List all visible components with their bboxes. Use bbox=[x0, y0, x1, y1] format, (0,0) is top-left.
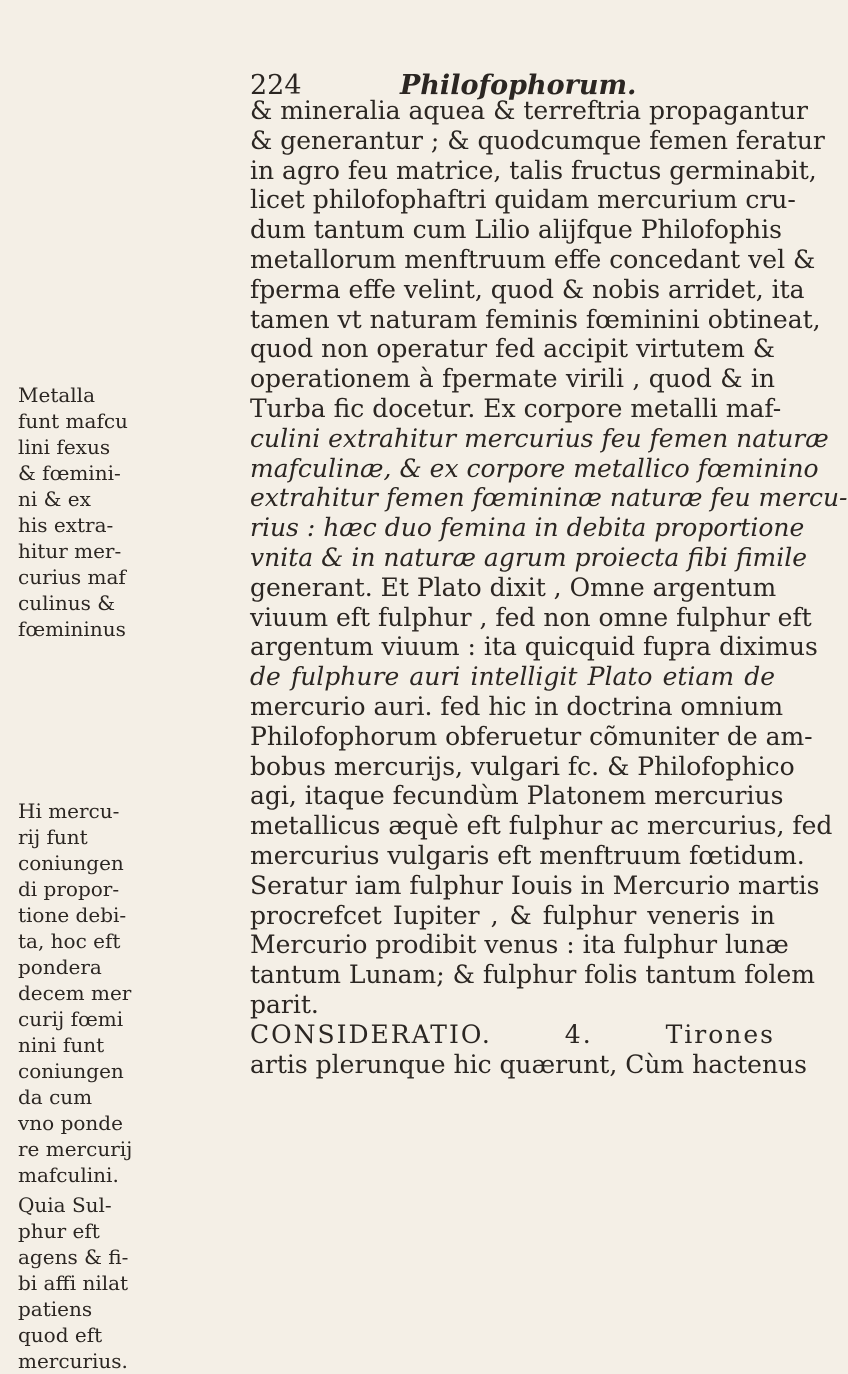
text-line: procrefcet Iupiter , & fulphur veneris in bbox=[250, 900, 775, 930]
margin-line: Hi mercu- bbox=[18, 799, 120, 823]
text-line: Philofophorum obferuetur cõmuniter de am- bbox=[250, 721, 813, 751]
margin-line: & fœmini- bbox=[18, 461, 121, 485]
text-line: vnita & in naturæ agrum proiecta fibi fimile bbox=[250, 542, 808, 572]
margin-line: funt mafcu bbox=[18, 409, 128, 433]
page-number: 224 bbox=[250, 70, 302, 101]
margin-line: Metalla bbox=[18, 383, 95, 407]
margin-line: decem mer bbox=[18, 981, 132, 1005]
margin-line: tione debi- bbox=[18, 903, 127, 927]
margin-line: coniungen bbox=[18, 1059, 124, 1083]
text-line: Mercurio prodibit venus : ita fulphur lunæ bbox=[250, 930, 789, 960]
margin-line: phur eft bbox=[18, 1219, 100, 1243]
margin-line: culinus & bbox=[18, 591, 116, 615]
text-line: parit. bbox=[250, 989, 319, 1019]
margin-line: ta, hoc eft bbox=[18, 929, 121, 953]
margin-line: curius maf bbox=[18, 565, 126, 589]
text-line: Seratur iam fulphur Iouis in Mercurio martis bbox=[250, 870, 820, 900]
text-line: & mineralia aquea & terreftria propagantur bbox=[250, 96, 809, 125]
margin-line: da cum bbox=[18, 1085, 93, 1109]
running-title: Philofophorum. bbox=[400, 70, 637, 101]
text-line: Turba fic docetur. Ex corpore metalli maf- bbox=[250, 393, 782, 423]
text-line: tamen vt naturam feminis fœminini obtineat, bbox=[250, 304, 821, 334]
margin-line: lini fexus bbox=[18, 435, 111, 459]
text-line: mafculinæ, & ex corpore metallico fœminino bbox=[250, 453, 819, 483]
text-line: licet philofophaftri quidam mercurium cru- bbox=[250, 185, 796, 215]
margin-line: coniungen bbox=[18, 851, 124, 875]
margin-line: ni & ex bbox=[18, 487, 91, 511]
text-line: mercurio auri. fed hic in doctrina omnium bbox=[250, 691, 784, 721]
text-line: extrahitur femen fœmininæ naturæ feu mercu- bbox=[250, 483, 848, 513]
text-line: de fulphure auri intelligit Plato etiam de bbox=[250, 662, 775, 692]
margin-line: rij funt bbox=[18, 825, 88, 849]
margin-note-quia-sulphur bbox=[18, 1192, 248, 1374]
margin-note-hi-mercurij bbox=[18, 798, 248, 1188]
margin-line: re mercurij bbox=[18, 1137, 133, 1161]
margin-line: curij fœmi bbox=[18, 1007, 124, 1031]
margin-line: his extra- bbox=[18, 513, 114, 537]
text-line: dum tantum cum Lilio alijfque Philofophis bbox=[250, 215, 782, 245]
margin-line: pondera bbox=[18, 955, 102, 979]
margin-line: Quia Sul- bbox=[18, 1193, 112, 1217]
margin-line: bi affi nilat bbox=[18, 1271, 129, 1295]
margin-line: hitur mer- bbox=[18, 539, 122, 563]
text-line: quod non operatur fed accipit virtutem & bbox=[250, 334, 775, 364]
main-text bbox=[250, 96, 848, 1079]
margin-line: di propor- bbox=[18, 877, 120, 901]
text-line: operationem à fpermate virili , quod & in bbox=[250, 364, 775, 394]
text-line: in agro feu matrice, talis fructus germinabit, bbox=[250, 155, 817, 185]
section-heading-line: CONSIDERATIO. 4. Tirones bbox=[250, 1019, 775, 1049]
text-line: tantum Lunam; & fulphur folis tantum folem bbox=[250, 960, 816, 990]
text-line: bobus mercurijs, vulgari fc. & Philofophico bbox=[250, 751, 795, 781]
margin-line: agens & fi- bbox=[18, 1245, 129, 1269]
text-line: metallorum menftruum effe concedant vel & bbox=[250, 244, 816, 274]
text-line: metallicus æquè eft fulphur ac mercurius, fed bbox=[250, 811, 833, 841]
text-line: artis plerunque hic quærunt, Cùm hactenus bbox=[250, 1049, 807, 1079]
text-line: generant. Et Plato dixit , Omne argentum bbox=[250, 572, 777, 602]
text-line: viuum eft fulphur , fed non omne fulphur eft bbox=[250, 602, 812, 632]
text-line: mercurius vulgaris eft menftruum fœtidum. bbox=[250, 840, 805, 870]
margin-line: fœmininus bbox=[18, 617, 126, 641]
text-line: & generantur ; & quodcumque femen feratur bbox=[250, 125, 825, 155]
margin-line: patiens bbox=[18, 1297, 93, 1321]
text-line: fperma effe velint, quod & nobis arridet, ita bbox=[250, 274, 805, 304]
text-line: agi, itaque fecundùm Platonem mercurius bbox=[250, 781, 784, 811]
text-line: argentum viuum : ita quicquid fupra diximus bbox=[250, 632, 818, 662]
margin-line: vno ponde bbox=[18, 1111, 123, 1135]
margin-line: mafculini. bbox=[18, 1163, 119, 1187]
margin-line: quod eft bbox=[18, 1323, 103, 1347]
margin-line: nini funt bbox=[18, 1033, 105, 1057]
text-line: rius : hæc duo femina in debita proportione bbox=[250, 513, 805, 543]
margin-line: mercurius. bbox=[18, 1349, 128, 1373]
text-line: culini extrahitur mercurius feu femen naturæ bbox=[250, 423, 829, 453]
margin-note-metalla bbox=[18, 382, 248, 642]
